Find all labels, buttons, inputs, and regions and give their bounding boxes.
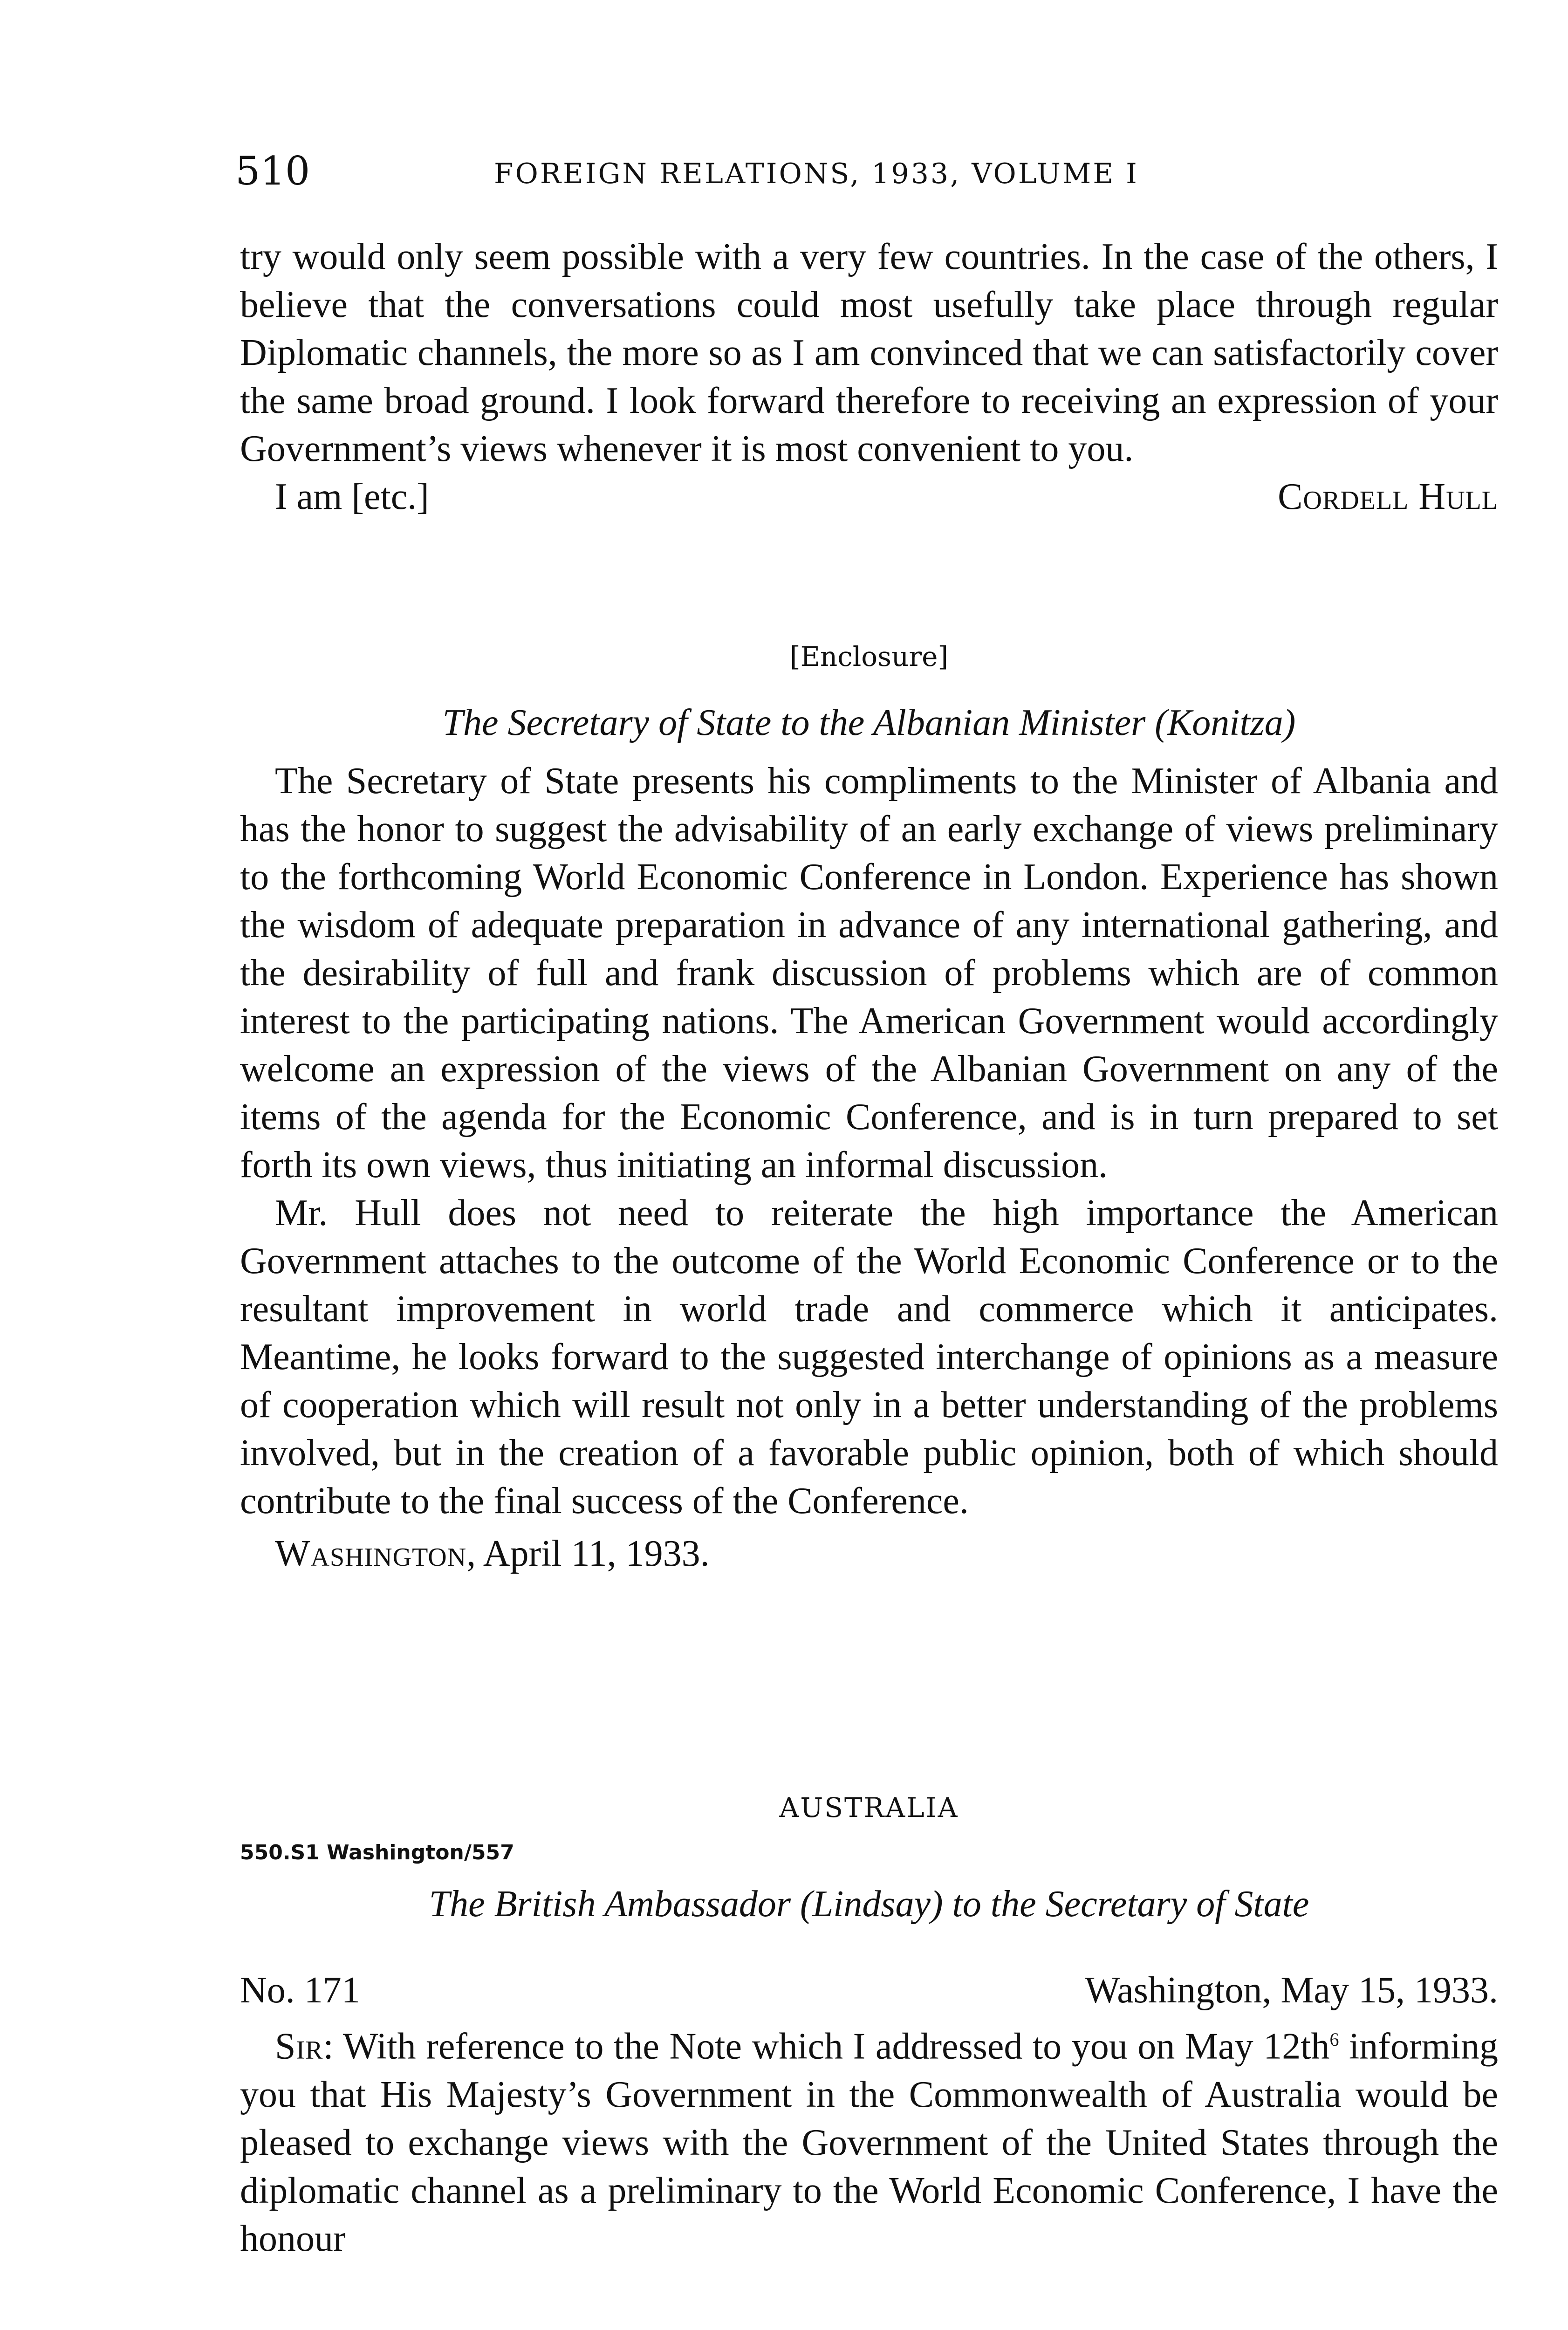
enclosure-date: , April 11, 1933.	[466, 1533, 710, 1574]
enclosure-title: The Secretary of State to the Albanian Minister (Konitza)	[442, 702, 1296, 743]
letter-closing-row	[240, 473, 1498, 521]
australia-paragraph	[240, 2015, 1498, 2263]
file-number: 550.S1 Washington/557	[240, 1841, 514, 1864]
australia-document-title: The British Ambassador (Lindsay) to the Secretary of State	[429, 1884, 1309, 1925]
enclosure-dateline	[240, 1530, 1498, 1578]
australia-paragraph-part-2: informing you that His Majesty’s Government in the Commonwealth of Australia would be pleased to exchange views with the Government of the United States through the diplomatic channel as a preliminary to the World Economic Conference, I have the honour	[240, 2026, 1498, 2259]
enclosure-place: Washington	[275, 1533, 467, 1574]
australia-dateline-row	[240, 1967, 1498, 2015]
page-number: 510	[235, 148, 310, 194]
letter-continuation	[240, 233, 1498, 521]
enclosure-body	[240, 757, 1498, 1578]
letter-closing: I am [etc.]	[275, 476, 429, 517]
australia-document-number: No. 171	[240, 1970, 360, 2011]
letter-paragraph: try would only seem possible with a very few countries. In the case of the others, I believe that the conversations could most usefully take place through regular Diplomatic channels, the more so as I am convinced that we can satisfactorily cover the same broad ground. I look forward therefore to receiving an expression of your Government’s views whenever it is most convenient to you.	[240, 236, 1498, 469]
enclosure-label: [Enclosure]	[789, 641, 949, 672]
footnote-reference: 6	[1329, 2029, 1339, 2050]
enclosure-paragraph-2: Mr. Hull does not need to reiterate the high importance the American Government attaches to the outcome of the World Economic Conference or to the resultant improvement in world trade and commerce which it anticipates. Meantime, he looks forward to the suggested interchange of opinions as a measure of cooperation which will result not only in a better understanding of the problems involved, but in the creation of a favorable public opinion, both of which should contribute to the final success of the Conference.	[240, 1192, 1498, 1521]
letter-signature: Cordell Hull	[1278, 476, 1498, 517]
section-heading-australia: AUSTRALIA	[779, 1792, 959, 1823]
australia-body	[240, 2015, 1498, 2263]
australia-place-date: Washington, May 15, 1933.	[1085, 1970, 1498, 2011]
enclosure-paragraph-1: The Secretary of State presents his compliments to the Minister of Albania and has the honor to suggest the advisability of an early exchange of views preliminary to the forthcoming World Economic Conference in London. Experience has shown the wisdom of adequate preparation in advance of any international gathering, and the desirability of full and frank discussion of problems which are of common interest to the participating nations. The American Government would accordingly welcome an expression of the views of the Albanian Government on any of the items of the agenda for the Economic Conference, and is in turn prepared to set forth its own views, thus initiating an informal discussion.	[240, 761, 1498, 1186]
running-head: FOREIGN RELATIONS, 1933, VOLUME I	[494, 158, 1139, 190]
australia-paragraph-part-1: : With reference to the Note which I addressed to you on May 12th	[323, 2026, 1330, 2067]
page-header	[0, 148, 1568, 199]
salutation: Sir	[275, 2026, 323, 2067]
